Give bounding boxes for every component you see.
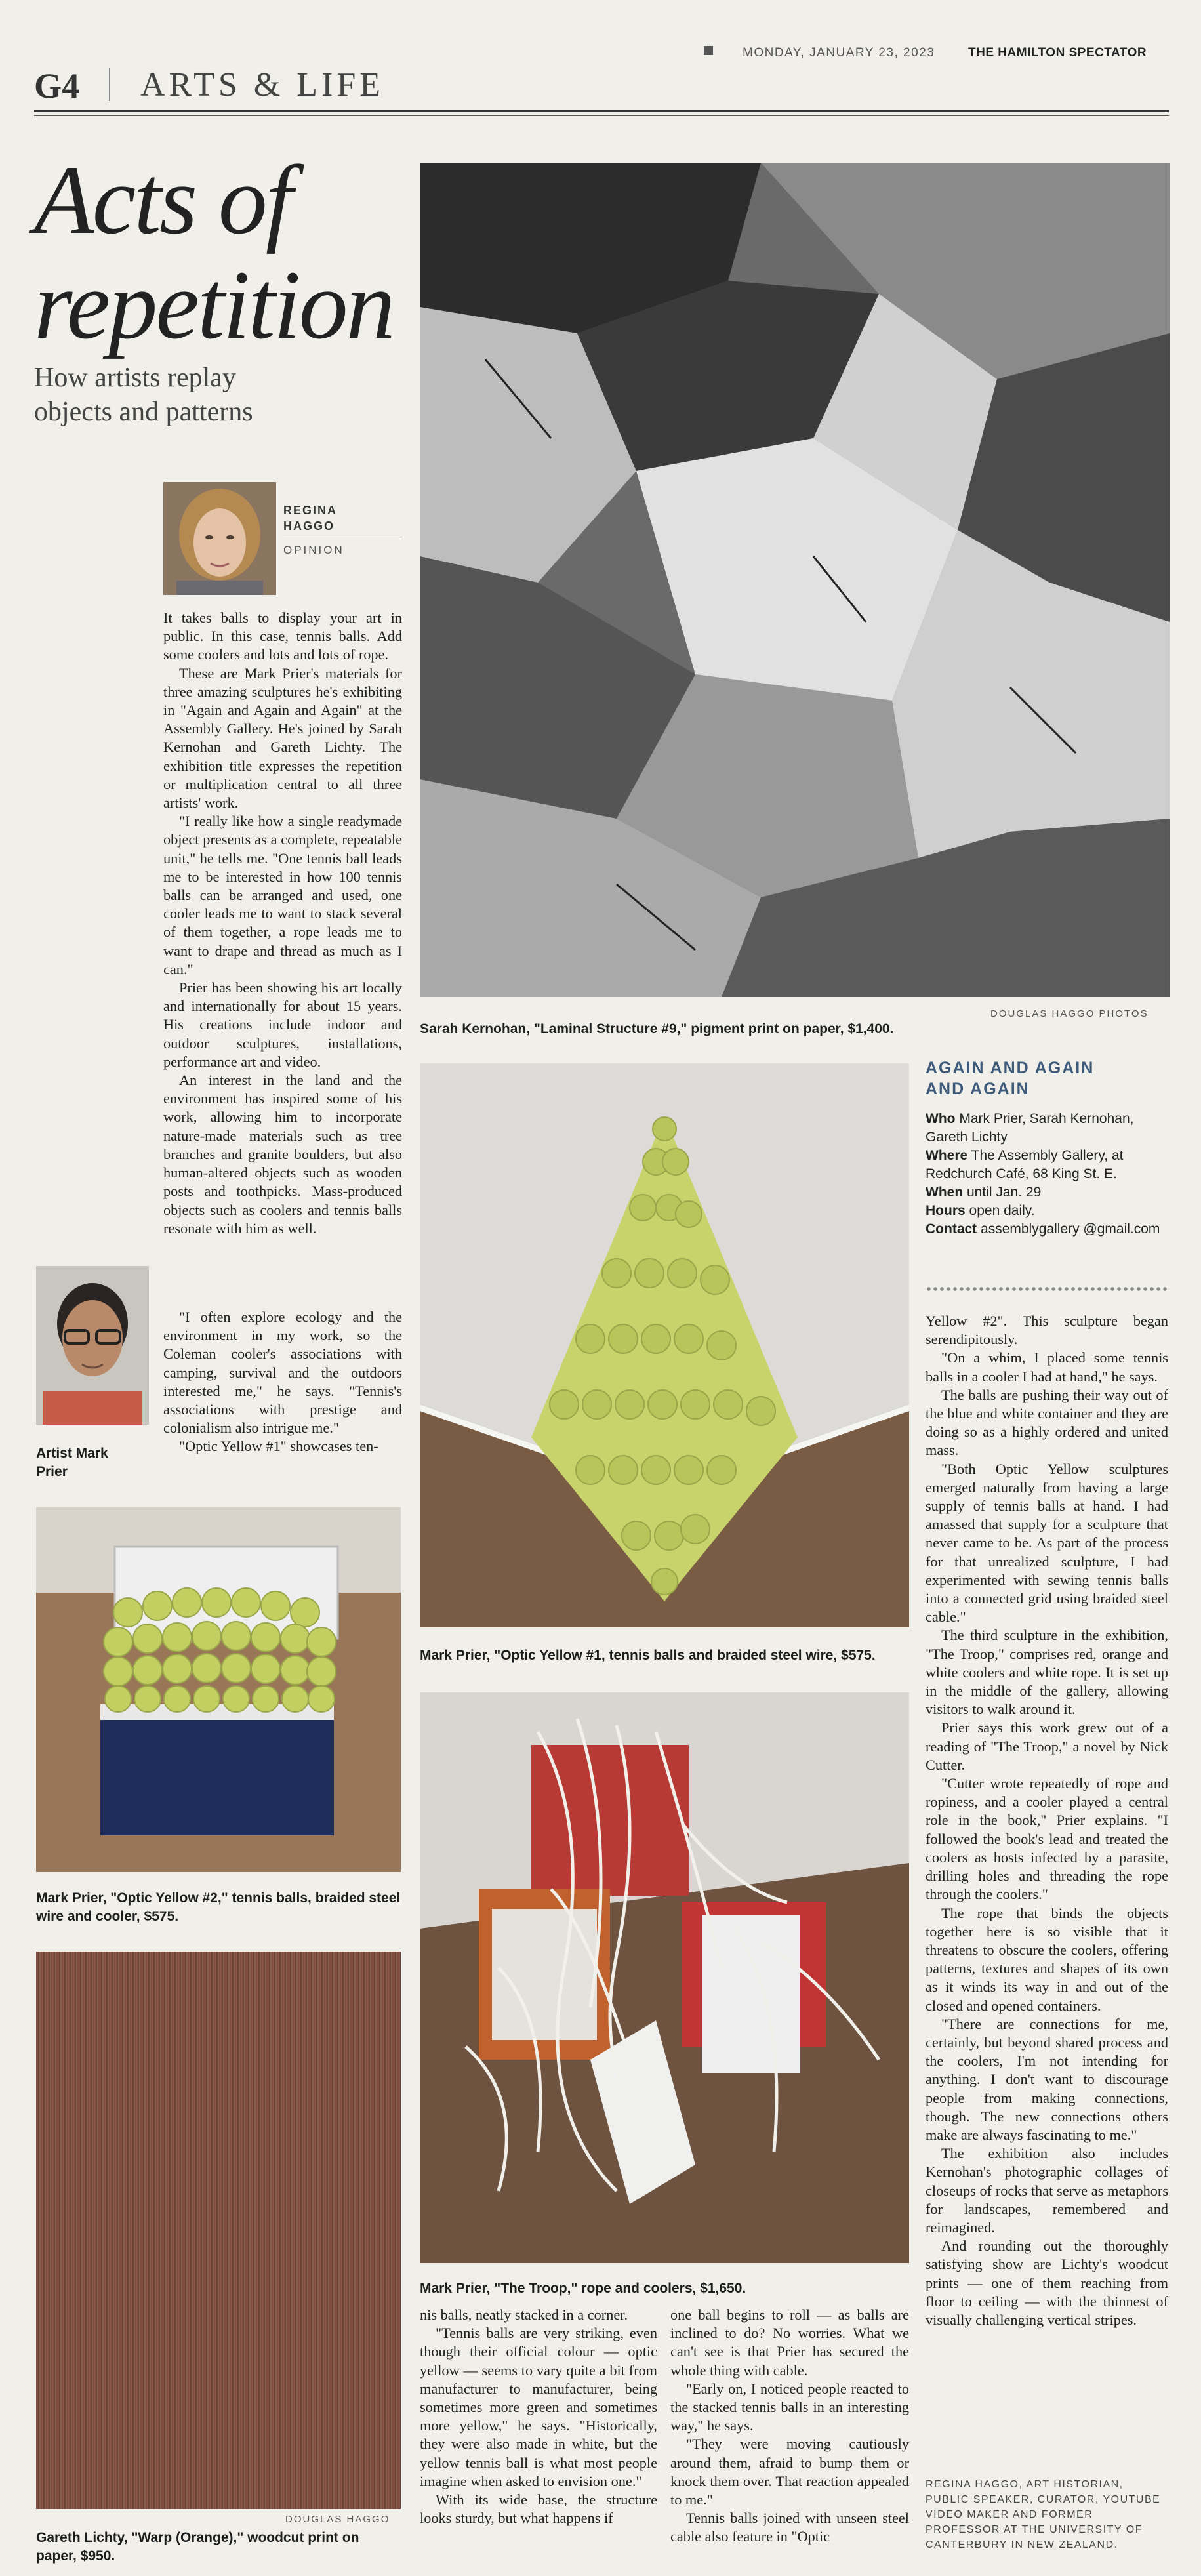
infobox-title: AGAIN AND AGAIN AND AGAIN [926,1059,1095,1098]
paragraph: Prier says this work grew out of a reading of "The Troop," a novel by Nick Cutter. [926,1719,1168,1773]
article-column-1 [163,609,402,1238]
paragraph: Yellow #2". This sculpture began serendipitously. [926,1313,1168,1348]
warp-orange-caption: Gareth Lichty, "Warp (Orange)," woodcut print on paper, $950. [36,2530,359,2564]
infobox-hours: Hours open daily. [926,1203,1035,1218]
paragraph: With its wide base, the structure looks sturdy, but what happens if [420,2491,657,2527]
photo-credit-top: DOUGLAS HAGGO PHOTOS [990,1008,1149,1019]
paragraph: The rope that binds the objects together here is so visible that it threatens to obscure the coolers, offering patterns, textures and shapes of its own as it winds its way in and out of the closed and opened containers. [926,1904,1168,2014]
section-name: ARTS & LIFE [140,66,385,104]
paragraph: "Tennis balls are very striking, even though their official colour — optic yellow — seems to vary quite a bit from manufacturer to manufacturer, being sometimes more green and sometimes more yellow," he says. "Historically, they were also made in white, but the yellow tennis ball is what most people imagine when asked to envision one." [420,2325,657,2489]
artist-photo [36,1266,149,1425]
paragraph: Prier has been showing his art locally and internationally for about 15 years. His creations include indoor and outdoor sculptures, installations, performance art and video. [163,979,402,1070]
infobox-where: Where The Assembly Gallery, at Redchurch Café, 68 King St. E. [926,1148,1124,1181]
author-bio: REGINA HAGGO, ART HISTORIAN, PUBLIC SPEAKER, CURATOR, YOUTUBE VIDEO MAKER AND FORMER PROFESSOR AT THE UNIVERSITY OF CANTERBURY IN NEW ZEALAND. [926,2479,1161,2550]
paragraph: "Both Optic Yellow sculptures emerged naturally from having a large supply of tennis balls at hand. I had amassed that supply for a sculpture that never came to be. As part of the process for that unrealized sculpture, I had experimented with sewing tennis balls into a connected grid using braided steel cable." [926,1460,1168,1625]
paragraph: It takes balls to display your art in public. In this case, tennis balls. Add some coolers and lots and lots of rope. [163,609,402,663]
infobox-who: Who Mark Prier, Sarah Kernohan, Gareth Lichty [926,1111,1134,1145]
paragraph: "They were moving cautiously around them, afraid to bump them or knock them over. That reaction appealed to me." [670,2436,909,2508]
paragraph: And rounding out the thoroughly satisfying show are Lichty's woodcut prints — one of them reaching from floor to ceiling — with the thinnest of visually challenging vertical stripes. [926,2238,1168,2328]
optic-yellow-2-photo [36,1507,401,1872]
paragraph: nis balls, neatly stacked in a corner. [420,2306,628,2323]
paragraph: "I really like how a single readymade object presents as a complete, repeatable unit," he tells me. "One tennis ball leads me to be interested in how 100 tennis balls can be arranged and used, one cooler leads me to want to stack several of them together, a rope leads me to want to drape and thread as much as I can." [163,813,402,977]
headline: Acts of repetition [34,146,394,359]
article-column-4 [926,1312,1168,2329]
paragraph: Tennis balls joined with unseen steel cable also feature in "Optic [670,2510,909,2545]
byline-label: OPINION [283,544,344,556]
paragraph: "On a whim, I placed some tennis balls in a cooler I had at hand," he says. [926,1349,1168,1385]
paragraph: An interest in the land and the environment has inspired some of his work, allowing him to incorporate nature-made materials such as tree branches and granite boulders, but also human-altered objects such as wooden posts and toothpicks. Mass-produced objects such as coolers and tennis balls resonate with him as well. [163,1072,402,1237]
kernohan-rock-photo [420,163,1170,997]
article-column-3-bottom [670,2306,909,2546]
kernohan-caption: Sarah Kernohan, "Laminal Structure #9," pigment print on paper, $1,400. [420,1021,894,1036]
infobox [926,1110,1168,1238]
infobox-divider [926,1286,1168,1292]
infobox-contact: Contact assemblygallery @gmail.com [926,1221,1160,1237]
warp-orange-photo [36,1952,401,2509]
header-divider [109,68,110,101]
deck: How artists replay objects and patterns [34,363,253,427]
optic-yellow-1-photo [420,1063,909,1627]
paragraph: The third sculpture in the exhibition, "The Troop," comprises red, orange and white coolers and white rope. It is set up in the middle of the gallery, allowing visitors to walk around it. [926,1627,1168,1718]
paragraph: "Early on, I noticed people reacted to the stacked tennis balls in an interesting way," he says. [670,2380,909,2434]
article-column-1b [163,1308,402,1456]
article-column-2-bottom [420,2306,657,2527]
byline-name: REGINA HAGGO [283,504,337,533]
page-number: G4 [34,66,80,106]
paragraph: The balls are pushing their way out of the blue and white container and they are doing so as a highly ordered and united mass. [926,1386,1168,1459]
optic-yellow-1-caption: Mark Prier, "Optic Yellow #1, tennis balls and braided steel wire, $575. [420,1648,876,1663]
header-square-icon [704,46,713,55]
paragraph: "I often explore ecology and the environment in my work, so the Coleman cooler's associations with camping, survival and the outdoors interested me," he says. "Tennis's associations with prestige and colonialism also intrigue me." [163,1309,402,1437]
paragraph: The exhibition also includes Kernohan's photographic collages of closeups of rocks that serve as metaphors for landscapes, remembered and reimagined. [926,2145,1168,2236]
artist-photo-caption: Artist Mark Prier [36,1446,108,1479]
header-date: MONDAY, JANUARY 23, 2023 [743,46,935,60]
optic-yellow-2-caption: Mark Prier, "Optic Yellow #2," tennis balls, braided steel wire and cooler, $575. [36,1891,401,1924]
header-rule-thin [34,115,1169,116]
paragraph: "There are connections for me, certainly, but beyond shared process and the coolers, I'm not intending for anything. I don't want to discourage people from making connections, though. The new connections others make are always fascinating to me." [926,2015,1168,2143]
paragraph: These are Mark Prier's materials for three amazing sculptures he's exhibiting in "Again and Again and Again" at the Assembly Gallery. He's joined by Sarah Kernohan and Gareth Lichty. The exhibition title expresses the repetition or multiplication central to all three artists' work. [163,664,402,811]
the-troop-photo [420,1692,909,2263]
the-troop-caption: Mark Prier, "The Troop," rope and coolers, $1,650. [420,2281,746,2296]
header-rule [34,110,1169,112]
header-paper: THE HAMILTON SPECTATOR [968,46,1147,60]
paragraph: "Optic Yellow #1" showcases ten- [179,1438,378,1455]
paragraph: one ball begins to roll — as balls are inclined to do? No worries. What we can't see is that Prier has secured the whole thing with cable. [670,2306,909,2379]
photo-credit-warp: DOUGLAS HAGGO [285,2514,390,2525]
paragraph: "Cutter wrote repeatedly of rope and ropiness, and a cooler played a central role in the book," Prier explains. "I followed the book's lead and treated the coolers as hosts infected by a parasite, drilling holes and threading the rope through the coolers." [926,1775,1168,1903]
author-photo [163,482,276,595]
infobox-when: When until Jan. 29 [926,1185,1042,1200]
